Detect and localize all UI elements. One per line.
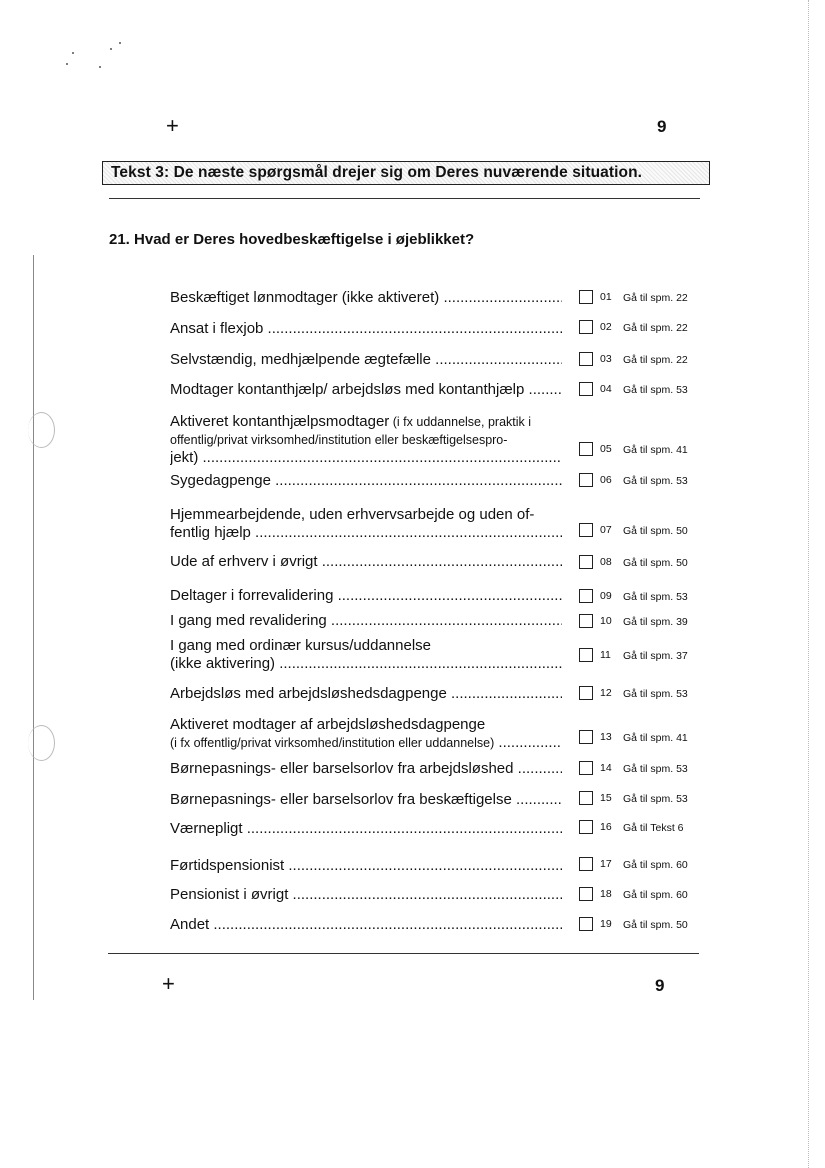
option-code: 15 bbox=[600, 792, 612, 804]
option-code: 11 bbox=[600, 649, 611, 661]
option-checkbox[interactable] bbox=[579, 857, 593, 871]
option-code: 19 bbox=[600, 918, 612, 930]
option-code: 05 bbox=[600, 443, 612, 455]
option-checkbox[interactable] bbox=[579, 382, 593, 396]
scan-speck bbox=[72, 52, 74, 54]
option-checkbox[interactable] bbox=[579, 917, 593, 931]
page-number-top: 9 bbox=[657, 117, 667, 136]
option-checkbox[interactable] bbox=[579, 730, 593, 744]
option-label bbox=[170, 916, 562, 934]
option-skip-instruction: Gå til spm. 53 bbox=[623, 688, 688, 700]
option-skip-instruction: Gå til spm. 50 bbox=[623, 557, 688, 569]
section-banner-text: Tekst 3: De næste spørgsmål drejer sig om Deres nuværende situation. bbox=[111, 164, 643, 181]
scan-speck bbox=[119, 42, 121, 44]
scan-speck bbox=[99, 66, 101, 68]
section-banner bbox=[102, 161, 710, 185]
question-title: 21. Hvad er Deres hovedbeskæftigelse i øjeblikket? bbox=[109, 231, 475, 248]
option-checkbox[interactable] bbox=[579, 589, 593, 603]
option-skip-instruction: Gå til spm. 22 bbox=[623, 322, 688, 334]
option-label-line: Arbejdsløs med arbejdsløshedsdagpenge bbox=[170, 685, 447, 702]
option-checkbox[interactable] bbox=[579, 473, 593, 487]
option-code: 17 bbox=[600, 858, 612, 870]
option-label-line: Pensionist i øvrigt bbox=[170, 886, 289, 903]
option-label bbox=[170, 857, 562, 875]
option-code: 12 bbox=[600, 687, 612, 699]
option-label-line: Beskæftiget lønmodtager (ikke aktiveret) bbox=[170, 289, 440, 306]
option-label bbox=[170, 381, 562, 399]
option-skip-instruction: Gå til spm. 53 bbox=[623, 384, 688, 396]
option-checkbox[interactable] bbox=[579, 523, 593, 537]
option-skip-instruction: Gå til spm. 60 bbox=[623, 859, 688, 871]
option-code: 09 bbox=[600, 590, 612, 602]
option-skip-instruction: Gå til spm. 39 bbox=[623, 616, 688, 628]
scan-edge-line-right bbox=[808, 0, 809, 1168]
option-label bbox=[170, 587, 562, 605]
option-skip-instruction: Gå til spm. 37 bbox=[623, 650, 688, 662]
option-label-line: Aktiveret kontanthjælpsmodtager bbox=[170, 413, 390, 430]
option-label bbox=[170, 685, 562, 703]
option-label bbox=[170, 760, 562, 778]
option-checkbox[interactable] bbox=[579, 442, 593, 456]
option-label bbox=[170, 637, 562, 673]
punch-hole-top bbox=[28, 412, 55, 448]
scan-speck bbox=[110, 48, 112, 50]
option-code: 06 bbox=[600, 474, 612, 486]
option-label-line: offentlig/privat virksomhed/institution eller beskæftigelsespro- bbox=[170, 433, 508, 447]
option-label bbox=[170, 553, 562, 571]
option-label bbox=[170, 289, 562, 307]
option-checkbox[interactable] bbox=[579, 352, 593, 366]
option-code: 07 bbox=[600, 524, 612, 536]
option-label-line: Børnepasnings- eller barselsorlov fra beskæftigelse bbox=[170, 791, 512, 808]
option-code: 13 bbox=[600, 731, 612, 743]
option-skip-instruction: Gå til spm. 50 bbox=[623, 525, 688, 537]
option-label bbox=[170, 886, 562, 904]
option-label-line: I gang med revalidering bbox=[170, 612, 327, 629]
option-label-line: Andet bbox=[170, 916, 210, 933]
option-code: 18 bbox=[600, 888, 612, 900]
option-skip-instruction: Gå til spm. 53 bbox=[623, 763, 688, 775]
option-skip-instruction: Gå til spm. 41 bbox=[623, 444, 688, 456]
registration-mark-bottom: + bbox=[162, 971, 175, 996]
option-label bbox=[170, 351, 562, 369]
option-checkbox[interactable] bbox=[579, 761, 593, 775]
option-checkbox[interactable] bbox=[579, 320, 593, 334]
option-skip-instruction: Gå til spm. 22 bbox=[623, 292, 688, 304]
option-code: 01 bbox=[600, 291, 612, 303]
option-label bbox=[170, 820, 562, 838]
option-label-line: Ansat i flexjob bbox=[170, 320, 264, 337]
option-label-line: Modtager kontanthjælp/ arbejdsløs med kontanthjælp bbox=[170, 381, 525, 398]
option-label-line: (i fx uddannelse, praktik i bbox=[389, 415, 532, 429]
option-code: 04 bbox=[600, 383, 612, 395]
option-label bbox=[170, 716, 562, 752]
option-code: 03 bbox=[600, 353, 612, 365]
punch-hole-bottom bbox=[28, 725, 55, 761]
option-code: 14 bbox=[600, 762, 612, 774]
registration-mark-top: + bbox=[166, 113, 179, 138]
option-label bbox=[170, 506, 562, 542]
option-label-line: Aktiveret modtager af arbejdsløshedsdagpenge bbox=[170, 716, 486, 733]
page-number-bottom: 9 bbox=[655, 976, 665, 995]
scan-speck bbox=[66, 63, 68, 65]
option-label bbox=[170, 472, 562, 490]
scan-edge-line-left bbox=[33, 255, 34, 1000]
option-label-line: Førtidspensionist bbox=[170, 857, 285, 874]
option-label bbox=[170, 791, 562, 809]
option-label bbox=[170, 320, 562, 338]
option-skip-instruction: Gå til spm. 53 bbox=[623, 591, 688, 603]
option-skip-instruction: Gå til spm. 50 bbox=[623, 919, 688, 931]
option-checkbox[interactable] bbox=[579, 791, 593, 805]
option-skip-instruction: Gå til spm. 60 bbox=[623, 889, 688, 901]
option-checkbox[interactable] bbox=[579, 290, 593, 304]
option-skip-instruction: Gå til spm. 22 bbox=[623, 354, 688, 366]
divider-bottom bbox=[108, 953, 699, 954]
option-skip-instruction: Gå til spm. 41 bbox=[623, 732, 688, 744]
option-label-line: Sygedagpenge bbox=[170, 472, 271, 489]
option-code: 08 bbox=[600, 556, 612, 568]
option-checkbox[interactable] bbox=[579, 887, 593, 901]
option-label bbox=[170, 413, 562, 467]
option-label-line: I gang med ordinær kursus/uddannelse bbox=[170, 637, 431, 654]
option-label-line: (ikke aktivering) bbox=[170, 655, 276, 672]
option-code: 16 bbox=[600, 821, 612, 833]
option-checkbox[interactable] bbox=[579, 555, 593, 569]
option-label bbox=[170, 612, 562, 630]
option-checkbox[interactable] bbox=[579, 648, 593, 662]
option-label-line: Ude af erhverv i øvrigt bbox=[170, 553, 318, 570]
option-skip-instruction: Gå til spm. 53 bbox=[623, 475, 688, 487]
option-label-line: (i fx offentlig/privat virksomhed/institution eller uddannelse) bbox=[170, 736, 495, 750]
option-label-line: jekt) bbox=[170, 449, 199, 466]
option-label-line: fentlig hjælp bbox=[170, 524, 251, 541]
option-checkbox[interactable] bbox=[579, 820, 593, 834]
option-checkbox[interactable] bbox=[579, 614, 593, 628]
option-checkbox[interactable] bbox=[579, 686, 593, 700]
option-skip-instruction: Gå til spm. 53 bbox=[623, 793, 688, 805]
option-code: 02 bbox=[600, 321, 612, 333]
option-label-line: Selvstændig, medhjælpende ægtefælle bbox=[170, 351, 431, 368]
option-skip-instruction: Gå til Tekst 6 bbox=[623, 822, 684, 834]
option-label-line: Børnepasnings- eller barselsorlov fra arbejdsløshed bbox=[170, 760, 514, 777]
option-code: 10 bbox=[600, 615, 612, 627]
option-label-line: Deltager i forrevalidering bbox=[170, 587, 334, 604]
option-label-line: Hjemmearbejdende, uden erhvervsarbejde og uden of- bbox=[170, 506, 535, 523]
option-label-line: Værnepligt bbox=[170, 820, 243, 837]
divider-top bbox=[109, 198, 700, 199]
